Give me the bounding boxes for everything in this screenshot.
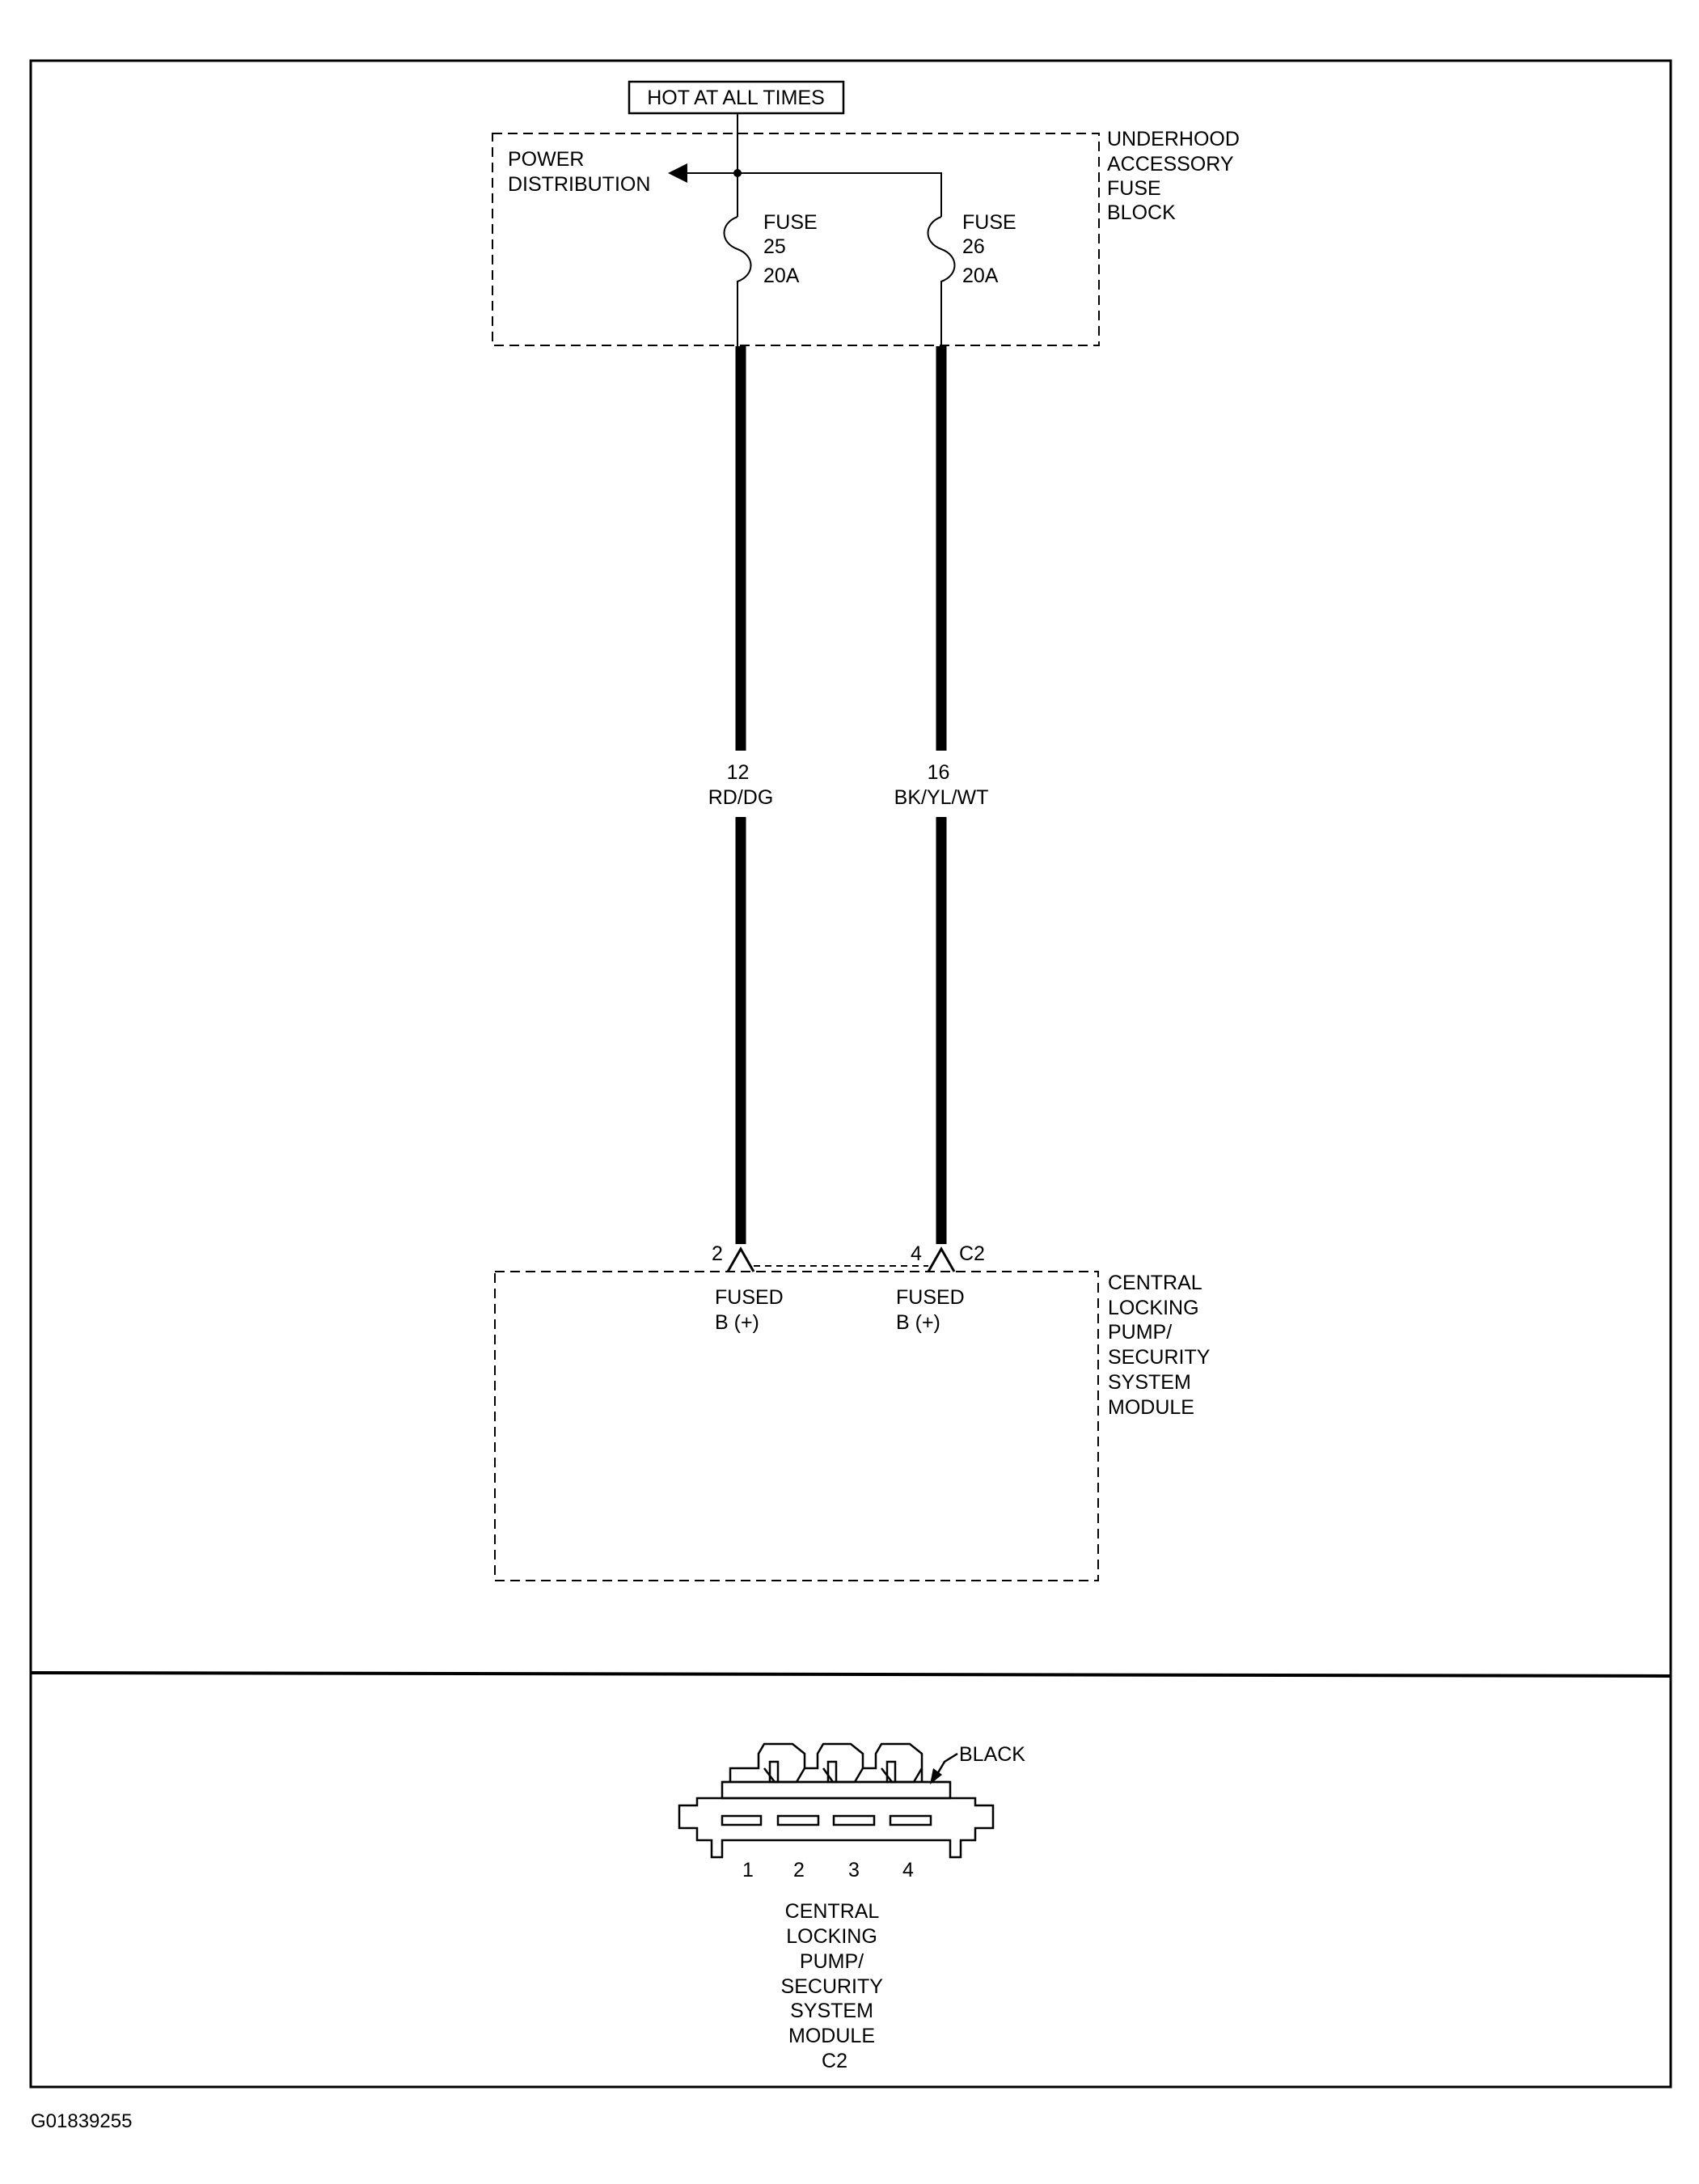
hot-at-all-times-label (629, 82, 843, 113)
cavity-number-3: 3 (848, 1859, 860, 1881)
pin-2-number: 2 (712, 1242, 723, 1265)
fuse-26-symbol (928, 217, 955, 349)
cavity-number-2: 2 (793, 1859, 805, 1881)
terminal-pin-4 (928, 1249, 954, 1272)
pin-2-label: FUSED B (+) (715, 1286, 784, 1334)
terminal-pin-2 (728, 1249, 754, 1272)
power-distribution-arrow (668, 163, 687, 183)
svg-text:HOT AT ALL TIMES: HOT AT ALL TIMES (647, 87, 825, 109)
module-outline (495, 1272, 1098, 1581)
cavity-number-1: 1 (742, 1859, 754, 1881)
fuse-25-symbol (725, 217, 751, 349)
fuse-26-label: FUSE 26 20A (962, 211, 1016, 287)
pin-4-label: FUSED B (+) (896, 1286, 965, 1334)
fuse-25-label: FUSE 25 20A (763, 211, 818, 287)
power-distribution-label: POWER DISTRIBUTION (508, 148, 651, 196)
section-divider (31, 1673, 1671, 1676)
wire-bk-yl-wt-label: 16 BK/YL/WT (894, 761, 989, 809)
figure-id: G01839255 (31, 2110, 133, 2132)
cavity-number-4: 4 (902, 1859, 914, 1881)
connector-color-callout: BLACK (959, 1743, 1025, 1766)
pin-4-number: 4 (911, 1242, 922, 1265)
fuse-block-name: UNDERHOOD ACCESSORY FUSE BLOCK (1107, 128, 1240, 224)
power-feed (686, 113, 941, 217)
wire-rd-dg-label: 12 RD/DG (708, 761, 774, 809)
splice-dot (733, 169, 742, 177)
module-name: CENTRAL LOCKING PUMP/ SECURITY SYSTEM MODULE (1108, 1272, 1210, 1419)
connector-id-c2: C2 (959, 1242, 985, 1265)
connector-caption: CENTRAL LOCKING PUMP/ SECURITY SYSTEM MODULE C2 (780, 1900, 883, 2072)
connector-face-view (679, 1744, 993, 1857)
